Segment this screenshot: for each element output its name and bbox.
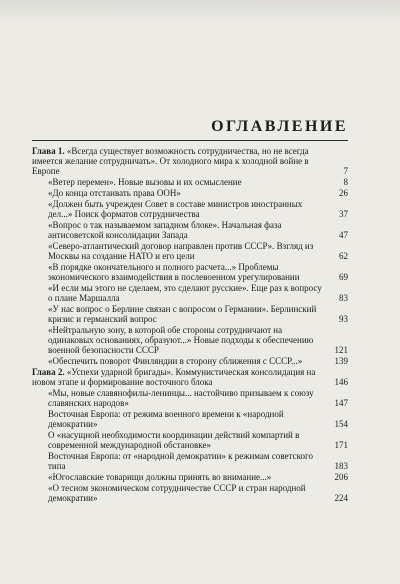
page-number: 37: [339, 209, 348, 219]
page-top-shadow: [0, 0, 400, 22]
page-number: 171: [334, 440, 348, 450]
toc-entry: [32, 262, 348, 282]
entry-title: «Ветер перемен». Новые вызовы и их осмысление: [48, 177, 242, 187]
toc-entry: [32, 409, 348, 429]
chapter-label: Глава 1.: [32, 146, 65, 156]
entry-title: «Нейтральную зону, в которой обе стороны сотрудничают на одинаковых основаниях, образуют...» Новые подходы к обеспечению военной безопасности СССР: [48, 325, 314, 355]
toc-entry: [32, 220, 348, 240]
toc-chapter: [32, 367, 348, 387]
entry-title: «Всегда существует возможность сотрудничества, но не всегда имеется желание сотрудничать». От холодного мира к холодной войне в Европе: [32, 146, 309, 176]
toc-entry: [32, 304, 348, 324]
page-number: 139: [334, 356, 348, 366]
toc-entry: [32, 430, 348, 450]
toc-entry: [32, 451, 348, 471]
entry-title: «В порядке окончательного и полного расчета...» Проблемы экономического взаимодействия в послевоенном урегулировании: [48, 262, 300, 282]
page-number: 8: [343, 177, 348, 187]
entry-title: «Северо-атлантический договор направлен против СССР». Взгляд из Москвы на создание НАТО и его цели: [48, 241, 314, 261]
entry-title: «Вопрос о так называемом западном блоке». Начальная фаза антисоветской консолидации Запада: [48, 220, 282, 240]
entry-title: Восточная Европа: от «народной демократии» к режимам советского типа: [48, 451, 313, 471]
toc-chapter: [32, 146, 348, 176]
toc-entry: [32, 199, 348, 219]
entry-title: «О тесном экономическом сотрудничестве СССР и стран народной демократии»: [48, 483, 306, 503]
toc-entry: [32, 388, 348, 408]
toc-entry: [32, 241, 348, 261]
entry-title: Восточная Европа: от режима военного времени к «народной демократии»: [48, 409, 284, 429]
toc-entry: [32, 188, 348, 198]
toc-entry: [32, 483, 348, 503]
page-number: 224: [334, 493, 348, 503]
page-number: 62: [339, 251, 348, 261]
entry-title: «Югославские товарищи должны принять во внимание...»: [48, 472, 272, 482]
page-number: 69: [339, 272, 348, 282]
page-number: 83: [339, 293, 348, 303]
page-number: 121: [334, 345, 348, 355]
entry-title: «У нас вопрос о Берлине связан с вопросом о Германии». Берлинский кризис и германский вопрос: [48, 304, 317, 324]
page-number: 93: [339, 314, 348, 324]
page-number: 206: [334, 472, 348, 482]
table-of-contents: [32, 146, 348, 504]
entry-title: «И если мы этого не сделаем, это сделают русские». Еще раз к вопросу о плане Маршалла: [48, 283, 322, 303]
entry-title: «Должен быть учрежден Совет в составе министров иностранных дел...» Поиск форматов сотрудничества: [48, 199, 303, 219]
page-number: 183: [334, 461, 348, 471]
toc-entry: [32, 325, 348, 355]
entry-title: «До конца отстаивать права ООН»: [48, 188, 181, 198]
page-number: 147: [334, 398, 348, 408]
toc-entry: [32, 356, 348, 366]
entry-title: «Успехи ударной бригады». Коммунистическая консолидация на новом этапе и формирование восточного блока: [32, 367, 316, 387]
chapter-label: Глава 2.: [32, 367, 65, 377]
page-number: 26: [339, 188, 348, 198]
toc-entry: [32, 472, 348, 482]
entry-title: «Мы, новые славянофилы-ленинцы... настойчиво призываем к союзу славянских народов»: [48, 388, 314, 408]
toc-entry: [32, 283, 348, 303]
entry-title: «Обеспечить поворот Финляндии в сторону сближения с СССР...»: [48, 356, 303, 366]
page-number: 47: [339, 230, 348, 240]
page-number: 146: [334, 377, 348, 387]
heading-rule: [32, 140, 348, 141]
page-number: 154: [334, 419, 348, 429]
page-number: 7: [343, 166, 348, 176]
toc-entry: [32, 177, 348, 187]
entry-title: О «насущной необходимости координации действий компартий в современной международной обстановке»: [48, 430, 300, 450]
page-title: ОГЛАВЛЕНИЕ: [211, 118, 348, 135]
